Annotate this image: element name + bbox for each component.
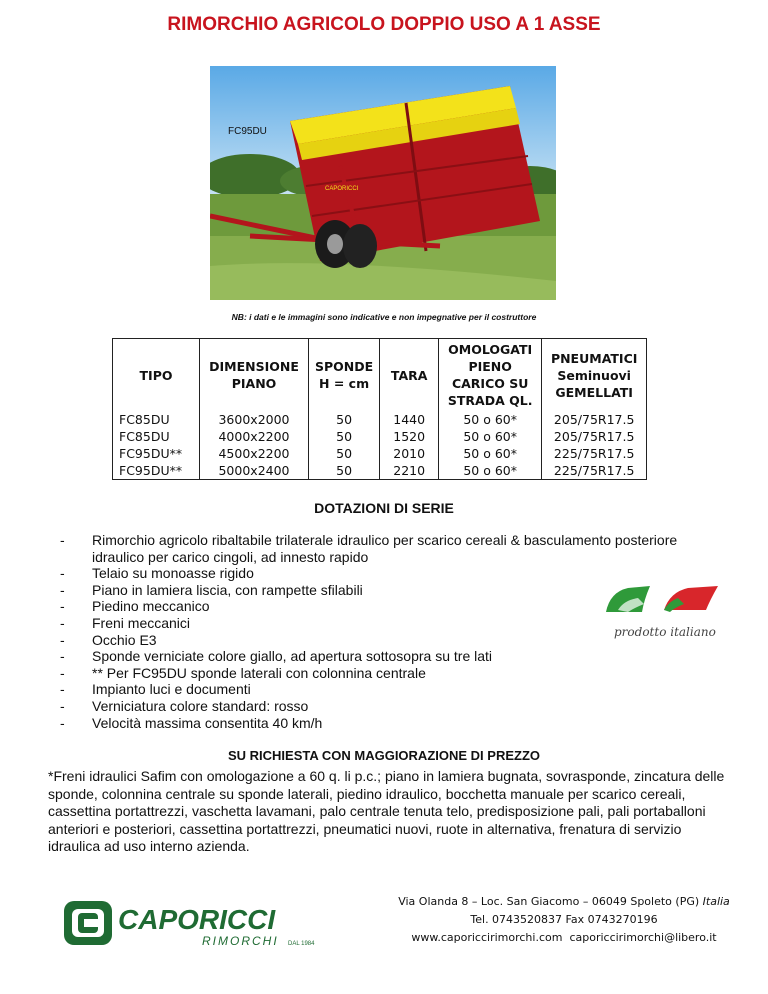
logo-since: DAL 1984	[288, 941, 315, 947]
list-item: - ** Per FC95DU sponde laterali con colonnina centrale	[60, 665, 690, 682]
list-item: - Piano in lamiera liscia, con rampette sfilabili	[60, 582, 690, 599]
email-link[interactable]: caporiccirimorchi@libero.it	[569, 931, 717, 944]
cell-omologati: 50 o 60*	[439, 462, 542, 480]
cell-tipo: FC85DU	[113, 411, 200, 428]
logo-name: CAPORICCI	[118, 904, 276, 935]
table-row	[113, 445, 647, 462]
cell-sponde: 50	[309, 428, 380, 445]
list-item: - Occhio E3	[60, 632, 690, 649]
options-text: *Freni idraulici Safim con omologazione a 60 q. li p.c.; piano in lamiera bugnata, sovrasponde, zincatura delle sponde, colonnina centrale su sponde laterali, piedino idraulico, bocchetta manuale per scarico cereali, cassettina portattrezzi, vaschetta lavamani, palo centrale tenuta telo, predisposizione pali, pali portaballoni anteriori e posteriori, cassettina portattrezzi, pneumatici nuovi, ruote in alternativa, frenatura di servizio idraulica ad uso interno azienda.	[48, 768, 725, 854]
cell-pneumatici: 225/75R17.5	[542, 445, 647, 462]
cell-tipo: FC95DU**	[113, 462, 200, 480]
cell-sponde: 50	[309, 411, 380, 428]
table-row	[113, 428, 647, 445]
header-sponde: SPONDE H = cm	[309, 339, 380, 412]
cell-tara: 1520	[380, 428, 439, 445]
header-pneumatici: PNEUMATICI Seminuovi GEMELLATI	[542, 339, 647, 412]
trailer-illustration	[210, 66, 556, 300]
cell-dimensione: 3600x2000	[200, 411, 309, 428]
company-address	[366, 893, 762, 947]
cell-pneumatici: 205/75R17.5	[542, 411, 647, 428]
cell-dimensione: 4000x2200	[200, 428, 309, 445]
header-tipo: TIPO	[113, 339, 200, 412]
italian-flag-icon	[598, 582, 724, 642]
cell-sponde: 50	[309, 462, 380, 480]
list-item: - Verniciatura colore standard: rosso	[60, 698, 690, 715]
caporicci-logo-icon	[62, 895, 344, 951]
company-logo	[62, 895, 344, 951]
options-title: SU RICHIESTA CON MAGGIORAZIONE DI PREZZO	[227, 748, 540, 763]
cell-tara: 2210	[380, 462, 439, 480]
address-country: Italia	[702, 895, 730, 908]
cell-omologati: 50 o 60*	[439, 445, 542, 462]
cell-tara: 2010	[380, 445, 439, 462]
logo-sub: RIMORCHI	[202, 934, 279, 948]
list-item: - Sponde verniciate colore giallo, ad apertura sottosopra su tre lati	[60, 648, 690, 665]
header-dimensione: DIMENSIONE PIANO	[200, 339, 309, 412]
list-item: - Impianto luci e documenti	[60, 681, 690, 698]
cell-omologati: 50 o 60*	[439, 411, 542, 428]
cell-omologati: 50 o 60*	[439, 428, 542, 445]
table-header-row	[113, 339, 647, 412]
list-item: - Telaio su monoasse rigido	[60, 565, 690, 582]
list-item: - Piedino meccanico	[60, 598, 690, 615]
photo-label: FC95DU	[228, 126, 267, 137]
photo-brand-mark: CAPORICCI	[325, 186, 359, 192]
header-tara: TARA	[380, 339, 439, 412]
cell-dimensione: 4500x2200	[200, 445, 309, 462]
italian-product-badge	[598, 582, 724, 642]
standard-equipment-title: DOTAZIONI DI SERIE	[314, 500, 454, 516]
product-photo	[210, 66, 556, 300]
table-row	[113, 411, 647, 428]
cell-pneumatici: 225/75R17.5	[542, 462, 647, 480]
website-link[interactable]: www.caporiccirimorchi.com	[411, 931, 563, 944]
cell-pneumatici: 205/75R17.5	[542, 428, 647, 445]
list-item: - Freni meccanici	[60, 615, 690, 632]
table-row	[113, 462, 647, 480]
cell-tara: 1440	[380, 411, 439, 428]
list-item: - Rimorchio agricolo ribaltabile trilaterale idraulico per scarico cereali & basculamento posteriore idraulico per carico cingoli, ad innesto rapido	[60, 532, 690, 565]
header-omologati: OMOLOGATI PIENO CARICO SU STRADA QL.	[439, 339, 542, 412]
badge-text: prodotto italiano	[614, 625, 716, 639]
cell-sponde: 50	[309, 445, 380, 462]
phone-line: Tel. 0743520837 Fax 0743270196	[470, 913, 658, 926]
cell-tipo: FC85DU	[113, 428, 200, 445]
page-title: RIMORCHIO AGRICOLO DOPPIO USO A 1 ASSE	[167, 14, 601, 35]
address-line: Via Olanda 8 – Loc. San Giacomo – 06049 Spoleto (PG)	[398, 895, 703, 908]
cell-tipo: FC95DU**	[113, 445, 200, 462]
photo-caption: NB: i dati e le immagini sono indicative e non impegnative per il costruttore	[231, 312, 537, 322]
spec-table	[112, 338, 647, 480]
list-item: - Velocità massima consentita 40 km/h	[60, 715, 690, 732]
standard-equipment-list	[60, 532, 690, 731]
cell-dimensione: 5000x2400	[200, 462, 309, 480]
